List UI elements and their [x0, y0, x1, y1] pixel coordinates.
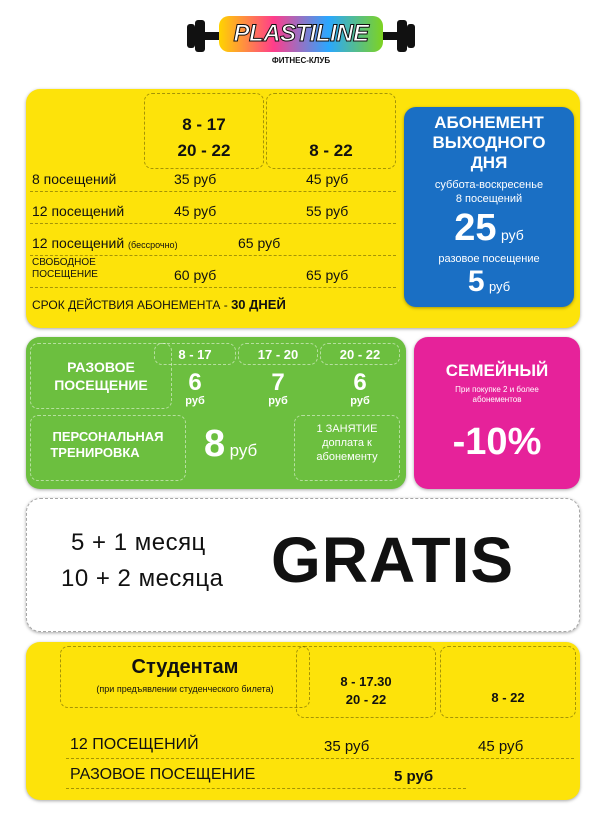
personal-price-unit: руб — [229, 441, 258, 460]
green-unit-1: руб — [185, 395, 205, 407]
logo-subtitle: ФИТНЕС-КЛУБ — [271, 56, 331, 65]
single-visit-label-1: РАЗОВОЕ — [67, 359, 135, 375]
family-discount: -10% — [452, 421, 542, 463]
gratis-line-2: 10 + 2 месяца — [61, 565, 224, 592]
weekend-single-unit: руб — [488, 279, 511, 294]
row-12-visits-label: 12 посещений — [32, 203, 125, 219]
family-title: СЕМЕЙНЫЙ — [445, 361, 549, 380]
green-price-3: 6 — [353, 369, 367, 396]
row-free-label-1: СВОБОДНОЕ — [32, 257, 96, 268]
row-divider — [30, 191, 396, 192]
validity-line — [32, 297, 286, 312]
family-discount-panel — [414, 337, 580, 489]
weekend-price-unit: руб — [500, 227, 524, 243]
students-col2-time: 8 - 22 — [491, 690, 525, 705]
row-12-unlimited-price: 65 руб — [238, 235, 281, 251]
students-row1-price1: 35 руб — [324, 738, 370, 755]
students-row2-price: 5 руб — [394, 768, 434, 785]
row-divider — [66, 788, 466, 789]
row-8-visits-price1: 35 руб — [174, 171, 217, 187]
row-12-unlimited-note: (бессрочно) — [128, 240, 178, 250]
students-title: Студентам — [131, 656, 239, 678]
row-divider — [30, 255, 396, 256]
students-col1-time-2: 20 - 22 — [345, 692, 387, 707]
weekend-pass-card — [404, 107, 574, 307]
green-unit-3: руб — [350, 395, 370, 407]
row-12-unlimited-text: 12 посещений — [32, 235, 125, 251]
weekend-price-num: 25 — [454, 207, 497, 249]
weekend-title-3: ДНЯ — [470, 153, 508, 172]
personal-label-2: ТРЕНИРОВКА — [50, 445, 140, 460]
logo-brand: PLASTILINE — [219, 16, 383, 52]
students-row2-label: РАЗОВОЕ ПОСЕЩЕНИЕ — [70, 766, 256, 783]
personal-price — [204, 423, 257, 466]
row-divider — [30, 223, 396, 224]
extra-line-2: доплата к — [322, 437, 372, 449]
green-time-3: 20 - 22 — [339, 347, 381, 362]
extra-line-1: 1 ЗАНЯТИЕ — [316, 423, 378, 435]
gratis-word: GRATIS — [271, 524, 515, 596]
col1-time-1: 8 - 17 — [182, 115, 226, 134]
green-time-2: 17 - 20 — [257, 347, 299, 362]
single-visit-panel — [26, 337, 406, 489]
single-visit-cell — [30, 343, 172, 409]
dumbbell-right-icon — [383, 18, 417, 54]
row-free-price1: 60 руб — [174, 267, 217, 283]
row-free-label-2: ПОСЕЩЕНИЕ — [32, 269, 98, 280]
green-unit-2: руб — [268, 395, 288, 407]
validity-value: 30 ДНЕЙ — [231, 297, 286, 312]
weekend-single-label: разовое посещение — [438, 253, 540, 265]
green-price-1: 6 — [188, 369, 202, 396]
single-visit-label-2: ПОСЕЩЕНИЕ — [54, 377, 148, 393]
weekend-visits: 8 посещений — [455, 193, 523, 205]
row-free-price2: 65 руб — [306, 267, 349, 283]
personal-label-1: ПЕРСОНАЛЬНАЯ — [52, 429, 164, 444]
row-12-unlimited-label — [32, 235, 178, 251]
green-price-2: 7 — [271, 369, 285, 396]
validity-prefix: СРОК ДЕЙСТВИЯ АБОНЕМЕНТА - — [32, 298, 232, 312]
main-pricing-panel — [26, 89, 580, 328]
col1-time-2: 20 - 22 — [177, 141, 231, 160]
logo — [185, 8, 417, 70]
students-row1-label: 12 ПОСЕЩЕНИЙ — [70, 736, 199, 753]
gratis-panel — [26, 498, 580, 632]
weekend-title-1: АБОНЕМЕНТ — [434, 113, 544, 132]
weekend-single-num: 5 — [467, 265, 485, 298]
students-col1-time-1: 8 - 17.30 — [340, 674, 392, 689]
students-panel — [26, 642, 580, 800]
row-12-visits-price2: 55 руб — [306, 203, 349, 219]
row-divider — [66, 758, 574, 759]
family-note-2: абонементов — [472, 395, 522, 404]
students-note: (при предъявлении студенческого билета) — [96, 684, 274, 694]
dumbbell-left-icon — [185, 18, 219, 54]
extra-line-3: абонементу — [316, 451, 378, 463]
row-divider — [30, 287, 396, 288]
personal-price-num: 8 — [204, 423, 226, 465]
col2-time: 8 - 22 — [309, 141, 353, 160]
gratis-line-1: 5 + 1 месяц — [71, 529, 206, 556]
weekend-single-price — [404, 265, 574, 299]
students-row1-price2: 45 руб — [478, 738, 524, 755]
weekend-price — [404, 207, 574, 250]
row-8-visits-label: 8 посещений — [32, 171, 117, 187]
green-time-1: 8 - 17 — [178, 347, 212, 362]
weekend-days: суббота-воскресенье — [434, 179, 544, 191]
row-8-visits-price2: 45 руб — [306, 171, 349, 187]
row-12-visits-price1: 45 руб — [174, 203, 217, 219]
students-time-col2 — [440, 646, 576, 718]
family-note-1: При покупке 2 и более — [455, 385, 539, 394]
weekend-title-2: ВЫХОДНОГО — [432, 133, 546, 152]
